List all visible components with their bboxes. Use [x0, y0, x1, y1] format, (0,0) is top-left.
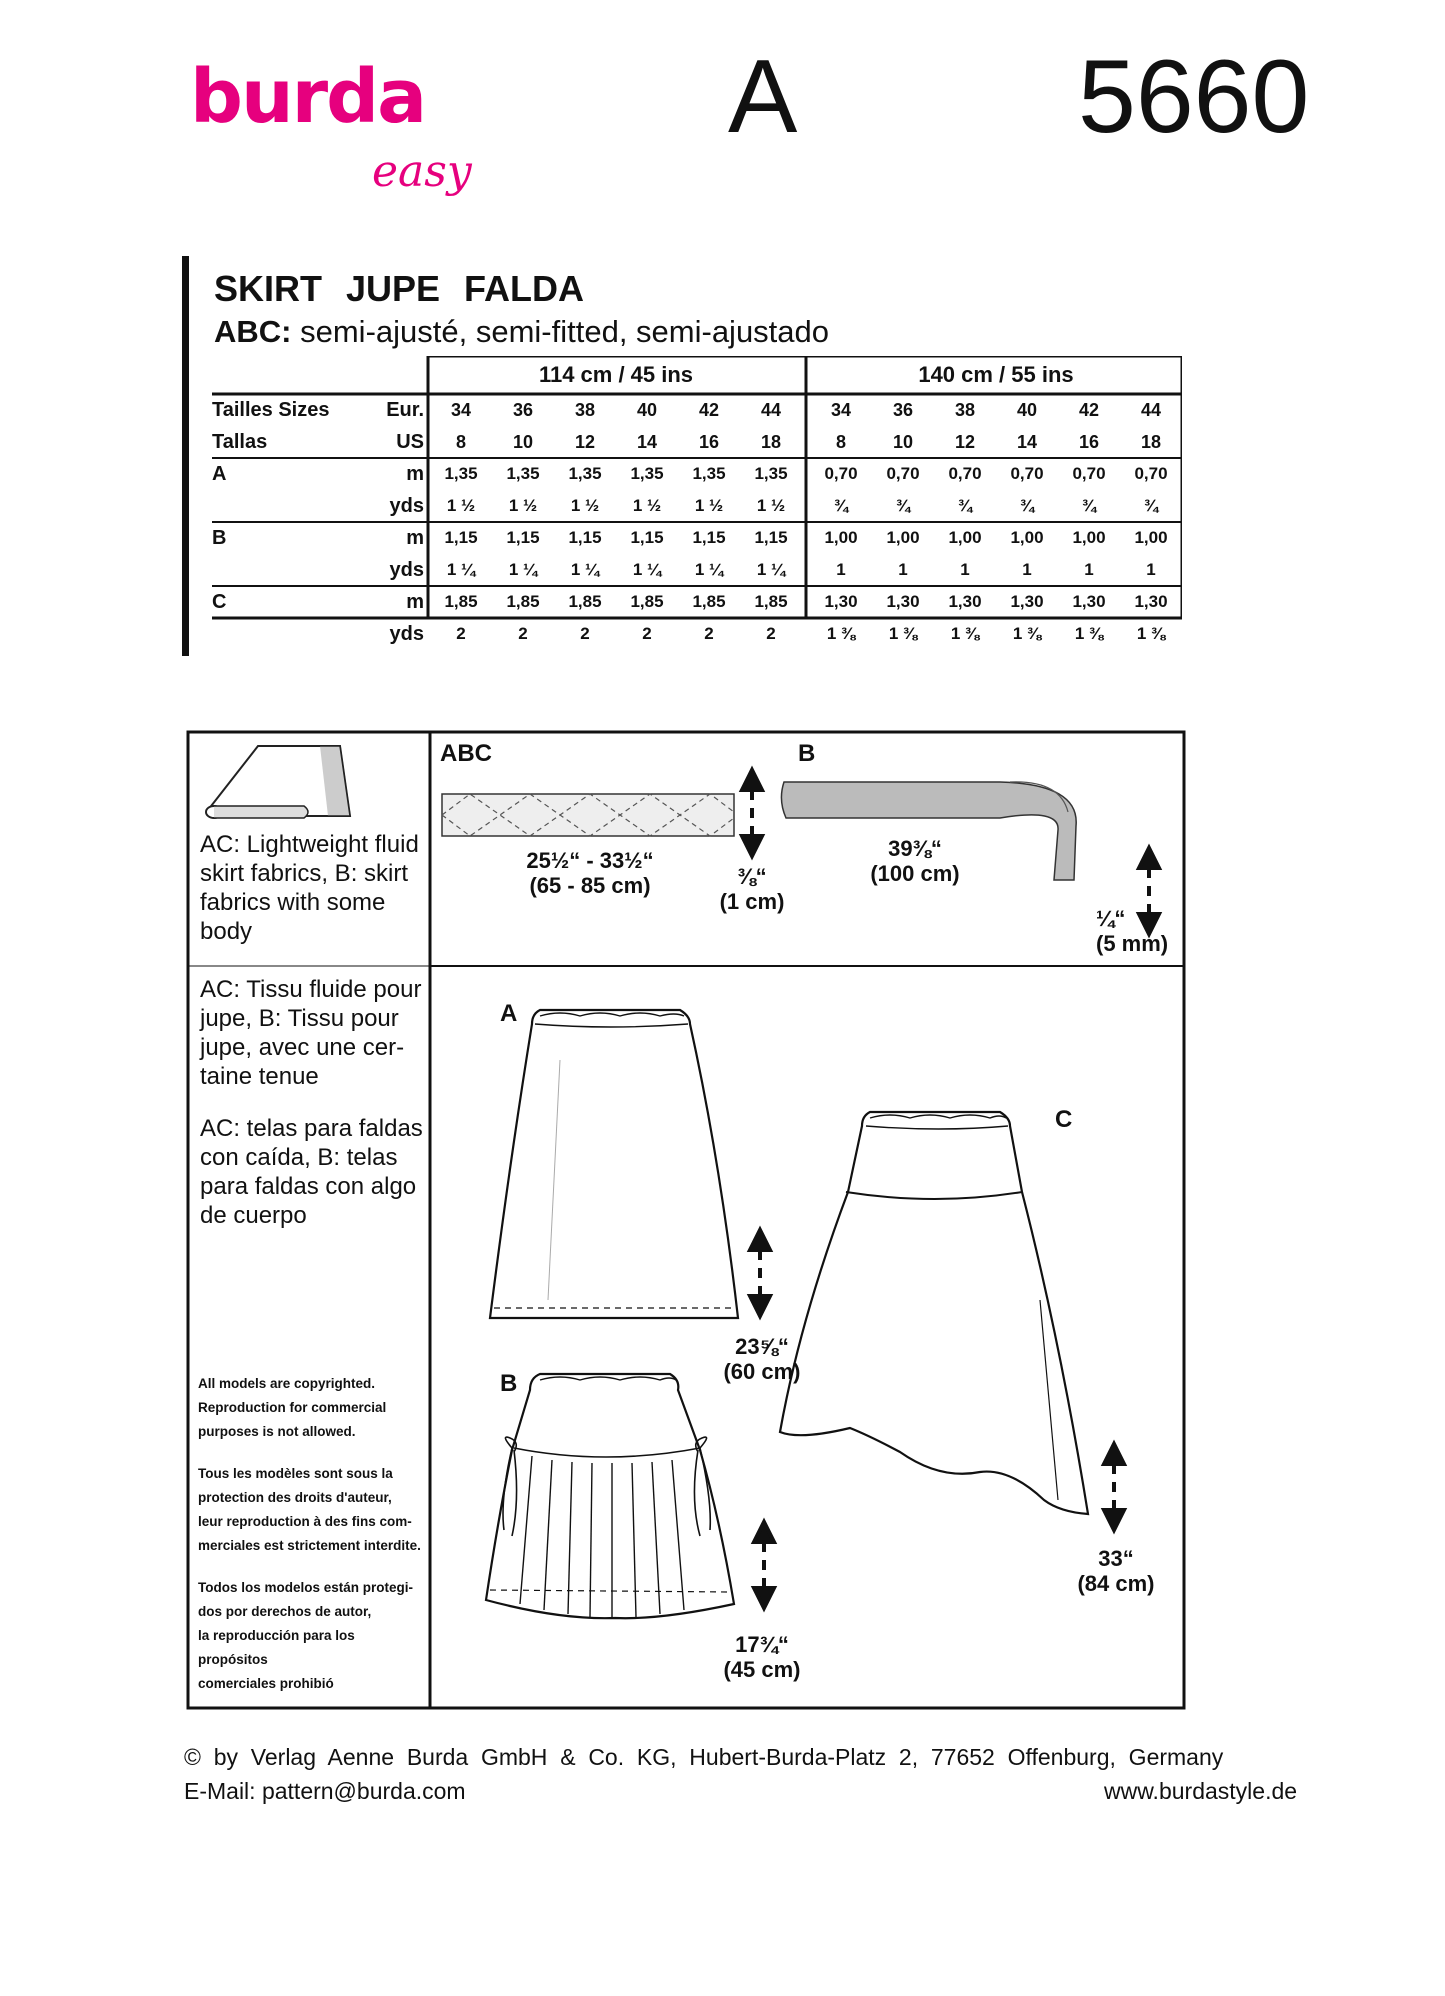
yardage-value: ¾: [1143, 496, 1159, 515]
us-label: US: [396, 431, 424, 453]
yardage-value: 1,85: [754, 592, 788, 611]
yardage-value: 1,85: [630, 592, 664, 611]
footer-website[interactable]: www.burdastyle.de: [1104, 1778, 1298, 1804]
yardage-value: 1 ⅜: [1012, 624, 1042, 643]
unit-label: yds: [389, 559, 424, 581]
yardage-value: 1,00: [1134, 528, 1168, 547]
yardage-value: 1,35: [444, 464, 478, 483]
view-letter: A: [728, 39, 798, 155]
size-us: 8: [455, 432, 466, 452]
yardage-value: 1,85: [692, 592, 726, 611]
yardage-value: 0,70: [948, 464, 982, 483]
ribbon-length: 39⅜“ (100 cm): [870, 836, 960, 886]
yardage-value: 2: [704, 624, 714, 643]
view-a-length: 23⅝“ (60 cm): [723, 1334, 801, 1384]
fit-description: ABC: semi-ajusté, semi-fitted, semi-ajustado: [214, 314, 830, 349]
yardage-value: 1 ¼: [446, 560, 476, 579]
yardage-value: 1,35: [692, 464, 726, 483]
unit-label: yds: [389, 495, 424, 517]
fabric-note-fr: AC: Tissu fluide pour jupe, B: Tissu pour jupe, avec une cer- taine tenue: [200, 976, 422, 1090]
yardage-value: 2: [518, 624, 528, 643]
size-eur: 42: [698, 400, 720, 420]
view-row-label: B: [212, 527, 227, 549]
eur-label: Eur.: [386, 399, 424, 421]
yardage-value: 1,30: [1072, 592, 1106, 611]
yardage-value: 1,35: [568, 464, 602, 483]
brand-logo: burda: [190, 54, 426, 140]
size-label: Tailles Sizes: [212, 399, 330, 421]
unit-label: m: [406, 591, 424, 613]
yardage-value: 1 ½: [632, 496, 662, 515]
legal-es: Todos los modelos están protegi- dos por derechos de autor, la reproducción para los propósitos comerciales prohibió: [198, 1580, 414, 1691]
footer-copyright: © by Verlag Aenne Burda GmbH & Co. KG, Hubert-Burda-Platz 2, 77652 Offenburg, Germany: [184, 1744, 1224, 1770]
yardage-value: 0,70: [824, 464, 858, 483]
garment-title: SKIRT JUPE FALDA: [214, 268, 585, 309]
size-eur: 44: [1140, 400, 1162, 420]
yardage-value: 1,30: [1010, 592, 1044, 611]
unit-label: m: [406, 463, 424, 485]
yardage-value: 1,30: [948, 592, 982, 611]
yardage-value: 2: [642, 624, 652, 643]
size-eur: 36: [512, 400, 534, 420]
yardage-value: 1: [1022, 560, 1032, 579]
yardage-value: 1 ½: [570, 496, 600, 515]
size-label-es: Tallas: [212, 431, 268, 453]
yardage-value: ¾: [1019, 496, 1035, 515]
yardage-value: ¾: [1081, 496, 1097, 515]
yardage-value: 1,15: [506, 528, 540, 547]
yardage-value: 1,00: [886, 528, 920, 547]
yardage-value: 1: [1146, 560, 1156, 579]
size-eur: 42: [1078, 400, 1100, 420]
skirt-b: [486, 1374, 734, 1618]
size-eur: 44: [760, 400, 782, 420]
view-b-length: 17¾“ (45 cm): [723, 1632, 801, 1682]
yardage-value: 1 ⅜: [826, 624, 856, 643]
notion-label-b: B: [798, 740, 816, 767]
size-us: 10: [892, 432, 914, 452]
size-us: 18: [760, 432, 782, 452]
yardage-value: 1: [836, 560, 846, 579]
fabric-note-en: AC: Lightweight fluid skirt fabrics, B: skirt fabrics with some body: [200, 831, 419, 945]
yardage-value: ¾: [957, 496, 973, 515]
legal-en: All models are copyrighted. Reproduction for commercial purposes is not allowed.: [198, 1376, 387, 1439]
view-row-label: A: [212, 463, 227, 485]
yardage-value: 2: [766, 624, 776, 643]
unit-label: yds: [389, 623, 424, 645]
yardage-value: 1,15: [568, 528, 602, 547]
yardage-value: 1: [960, 560, 970, 579]
yardage-value: 1,35: [754, 464, 788, 483]
yardage-value: 1: [1084, 560, 1094, 579]
yardage-value: 1: [898, 560, 908, 579]
size-eur: 34: [830, 400, 852, 420]
size-us: 12: [954, 432, 976, 452]
yardage-value: 1 ⅜: [1074, 624, 1104, 643]
yardage-value: 0,70: [1072, 464, 1106, 483]
yardage-value: 1,30: [824, 592, 858, 611]
yardage-value: 1 ¼: [694, 560, 724, 579]
skirt-c: [780, 1112, 1088, 1514]
yardage-value: ¾: [833, 496, 849, 515]
yardage-value: 1 ⅜: [1136, 624, 1166, 643]
size-us: 16: [698, 432, 720, 452]
legal-fr: Tous les modèles sont sous la protection des droits d'auteur, leur reproduction à des fins com- merciales est strictement interdite.: [198, 1466, 421, 1553]
elastic-width: ⅜“ (1 cm): [719, 864, 785, 914]
yardage-value: 1,30: [886, 592, 920, 611]
brand-logo-sub: easy: [372, 146, 472, 197]
view-b-label: B: [500, 1370, 518, 1397]
elastic-length: 25½“ - 33½“ (65 - 85 cm): [526, 848, 654, 898]
yardage-value: 1,00: [1010, 528, 1044, 547]
fabric-width-114: 114 cm / 45 ins: [538, 362, 694, 387]
size-us: 12: [574, 432, 596, 452]
fabric-width-140: 140 cm / 55 ins: [918, 362, 1074, 387]
view-a-label: A: [500, 1000, 518, 1027]
yardage-value: 1 ¼: [632, 560, 662, 579]
yardage-value: 1,35: [630, 464, 664, 483]
fabric-note-es: AC: telas para faldas con caída, B: telas para faldas con algo de cuerpo: [200, 1115, 423, 1229]
pattern-number: 5660: [1078, 39, 1310, 155]
view-c-length: 33“ (84 cm): [1077, 1546, 1155, 1596]
yardage-value: 0,70: [1134, 464, 1168, 483]
yardage-value: 1,15: [630, 528, 664, 547]
yardage-value: 1 ¼: [570, 560, 600, 579]
yardage-value: 1,00: [948, 528, 982, 547]
yardage-value: 1,85: [568, 592, 602, 611]
notion-label-abc: ABC: [440, 740, 492, 767]
yardage-value: 1 ⅜: [888, 624, 918, 643]
size-us: 8: [835, 432, 846, 452]
size-us: 10: [512, 432, 534, 452]
yardage-value: 1 ½: [694, 496, 724, 515]
yardage-value: 1,15: [692, 528, 726, 547]
yardage-value: 1 ½: [446, 496, 476, 515]
yardage-value: 1,00: [1072, 528, 1106, 547]
size-eur: 38: [954, 400, 976, 420]
yardage-value: 0,70: [1010, 464, 1044, 483]
size-us: 14: [1016, 432, 1038, 452]
size-eur: 40: [636, 400, 658, 420]
size-us: 18: [1140, 432, 1162, 452]
yardage-value: 1 ¼: [756, 560, 786, 579]
yardage-value: 0,70: [886, 464, 920, 483]
yardage-value: 1,00: [824, 528, 858, 547]
yardage-value: 1 ½: [508, 496, 538, 515]
yardage-value: 1,15: [754, 528, 788, 547]
yardage-value: ¾: [895, 496, 911, 515]
ribbon-width: ¼“ (5 mm): [1096, 906, 1169, 956]
yardage-value: 2: [456, 624, 466, 643]
size-eur: 40: [1016, 400, 1038, 420]
yardage-value: 1 ½: [756, 496, 786, 515]
view-row-label: C: [212, 591, 227, 613]
unit-label: m: [406, 527, 424, 549]
yardage-value: 2: [580, 624, 590, 643]
yardage-value: 1 ¼: [508, 560, 538, 579]
size-eur: 38: [574, 400, 596, 420]
yardage-value: 1 ⅜: [950, 624, 980, 643]
skirt-a: [490, 1010, 738, 1318]
yardage-value: 1,15: [444, 528, 478, 547]
yardage-value: 1,35: [506, 464, 540, 483]
footer-email[interactable]: E-Mail: pattern@burda.com: [184, 1778, 466, 1804]
view-c-label: C: [1055, 1106, 1073, 1133]
size-eur: 36: [892, 400, 914, 420]
size-eur: 34: [450, 400, 472, 420]
yardage-value: 1,85: [506, 592, 540, 611]
size-us: 14: [636, 432, 658, 452]
yardage-value: 1,30: [1134, 592, 1168, 611]
yardage-value: 1,85: [444, 592, 478, 611]
size-us: 16: [1078, 432, 1100, 452]
